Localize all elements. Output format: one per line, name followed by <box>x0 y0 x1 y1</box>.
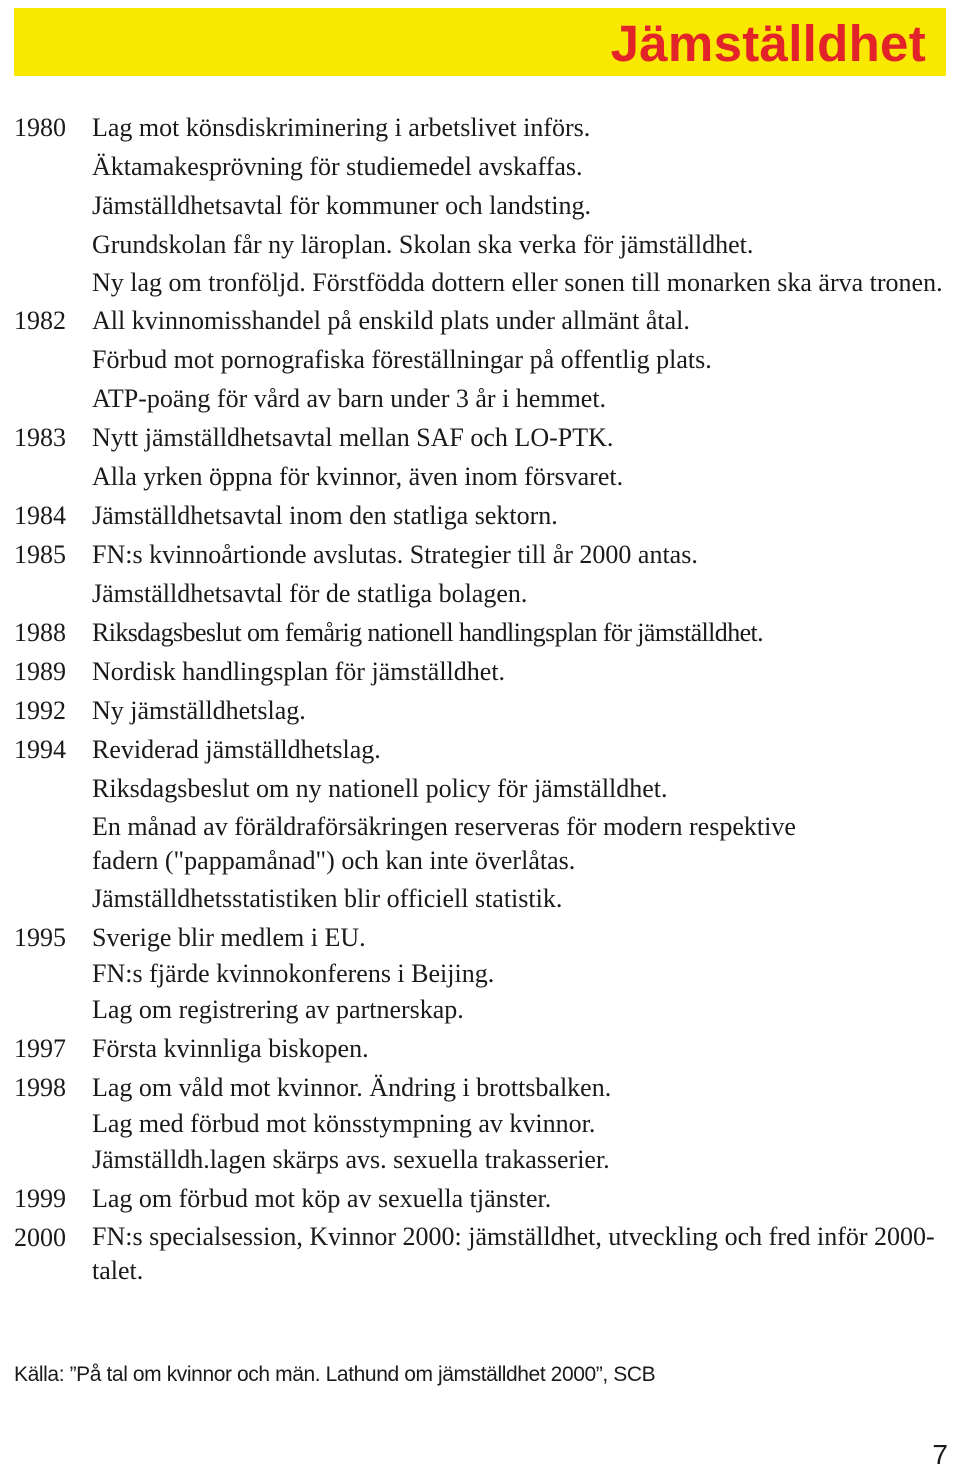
event-text: Jämställdhetsavtal inom den statliga sektorn. <box>92 501 558 530</box>
timeline-entry-1982 <box>14 303 954 417</box>
timeline-entry-1998 <box>14 1070 954 1178</box>
event-text: En månad av föräldraförsäkringen reserveras för modern respektive fadern ("pappamånad") och kan inte överlåtas. <box>92 812 796 875</box>
entry-year: 1985 <box>14 540 66 569</box>
event-text: Alla yrken öppna för kvinnor, även inom försvaret. <box>92 462 624 491</box>
entry-events <box>92 1070 954 1178</box>
timeline-entry-1997 <box>14 1031 954 1067</box>
event-text: Ny lag om tronföljd. Förstfödda dottern eller sonen till monarken ska ärva tronen. <box>92 268 943 297</box>
entry-year: 1994 <box>14 735 66 764</box>
entry-events <box>92 693 954 729</box>
entry-events <box>92 420 954 495</box>
event-text: FN:s fjärde kvinnokonferens i Beijing. <box>92 959 495 988</box>
event-text: FN:s specialsession, Kvinnor 2000: jämställdhet, utveckling och fred inför 2000-talet. <box>92 1222 935 1285</box>
entry-events <box>92 732 954 917</box>
page-title: Jämställdhet <box>610 15 926 72</box>
entry-events <box>92 1220 954 1288</box>
entry-events <box>92 537 954 612</box>
event-text: Sverige blir medlem i EU. <box>92 923 366 952</box>
entry-year: 1992 <box>14 696 66 725</box>
entry-year: 1995 <box>14 923 66 952</box>
event-text: Första kvinnliga biskopen. <box>92 1034 369 1063</box>
entry-events <box>92 920 954 1028</box>
event-text: Lag mot könsdiskriminering i arbetslivet införs. <box>92 113 591 142</box>
timeline-entry-1999 <box>14 1181 954 1217</box>
entry-year: 1989 <box>14 657 66 686</box>
page-number: 7 <box>932 1439 948 1470</box>
entry-events <box>92 1031 954 1067</box>
event-text: Jämställdhetsstatistiken blir officiell statistik. <box>92 884 563 913</box>
entry-year: 1984 <box>14 501 66 530</box>
entry-events <box>92 654 954 690</box>
entry-year: 1997 <box>14 1034 66 1063</box>
timeline-entry-1984 <box>14 498 954 534</box>
timeline-entry-1980 <box>14 110 954 300</box>
timeline <box>14 110 954 1291</box>
entry-year: 1980 <box>14 113 66 142</box>
timeline-entry-1988 <box>14 615 954 651</box>
timeline-entry-1983 <box>14 420 954 495</box>
event-text: Grundskolan får ny läroplan. Skolan ska verka för jämställdhet. <box>92 230 754 259</box>
event-text: Jämställdh.lagen skärps avs. sexuella trakasserier. <box>92 1145 610 1174</box>
timeline-entry-1989 <box>14 654 954 690</box>
timeline-entry-1992 <box>14 693 954 729</box>
event-text: Jämställdhetsavtal för de statliga bolagen. <box>92 579 528 608</box>
event-text: Reviderad jämställdhetslag. <box>92 735 381 764</box>
entry-events <box>92 303 954 417</box>
event-text: Nytt jämställdhetsavtal mellan SAF och LO-PTK. <box>92 423 614 452</box>
event-text: Lag med förbud mot könsstympning av kvinnor. <box>92 1109 596 1138</box>
event-text: FN:s kvinnoårtionde avslutas. Strategier till år 2000 antas. <box>92 540 698 569</box>
event-text: Förbud mot pornografiska föreställningar på offentlig plats. <box>92 345 712 374</box>
event-text: Jämställdhetsavtal för kommuner och landsting. <box>92 191 591 220</box>
entry-year: 1988 <box>14 618 66 647</box>
entry-year: 1999 <box>14 1184 66 1213</box>
event-text: Nordisk handlingsplan för jämställdhet. <box>92 657 506 686</box>
event-text: Ny jämställdhetslag. <box>92 696 306 725</box>
event-text: ATP-poäng för vård av barn under 3 år i hemmet. <box>92 384 607 413</box>
timeline-entry-2000 <box>14 1220 954 1288</box>
event-text: Riksdagsbeslut om femårig nationell handlingsplan för jämställdhet. <box>92 618 764 647</box>
entry-year: 1982 <box>14 306 66 335</box>
header-banner <box>14 8 946 76</box>
entry-year: 1998 <box>14 1073 66 1102</box>
timeline-entry-1985 <box>14 537 954 612</box>
event-text: Riksdagsbeslut om ny nationell policy för jämställdhet. <box>92 774 668 803</box>
event-text: All kvinnomisshandel på enskild plats under allmänt åtal. <box>92 306 690 335</box>
event-text: Äktamakesprövning för studiemedel avskaffas. <box>92 152 583 181</box>
event-text: Lag om registrering av partnerskap. <box>92 995 464 1024</box>
entry-year: 2000 <box>14 1223 66 1252</box>
timeline-entry-1994 <box>14 732 954 917</box>
source-citation: Källa: ”På tal om kvinnor och män. Lathund om jämställdhet 2000”, SCB <box>14 1363 656 1386</box>
entry-events <box>92 110 954 300</box>
entry-events <box>92 498 954 534</box>
entry-year: 1983 <box>14 423 66 452</box>
event-text: Lag om förbud mot köp av sexuella tjänster. <box>92 1184 552 1213</box>
timeline-entry-1995 <box>14 920 954 1028</box>
entry-events <box>92 1181 954 1217</box>
entry-events <box>92 615 954 651</box>
event-text: Lag om våld mot kvinnor. Ändring i brottsbalken. <box>92 1073 612 1102</box>
